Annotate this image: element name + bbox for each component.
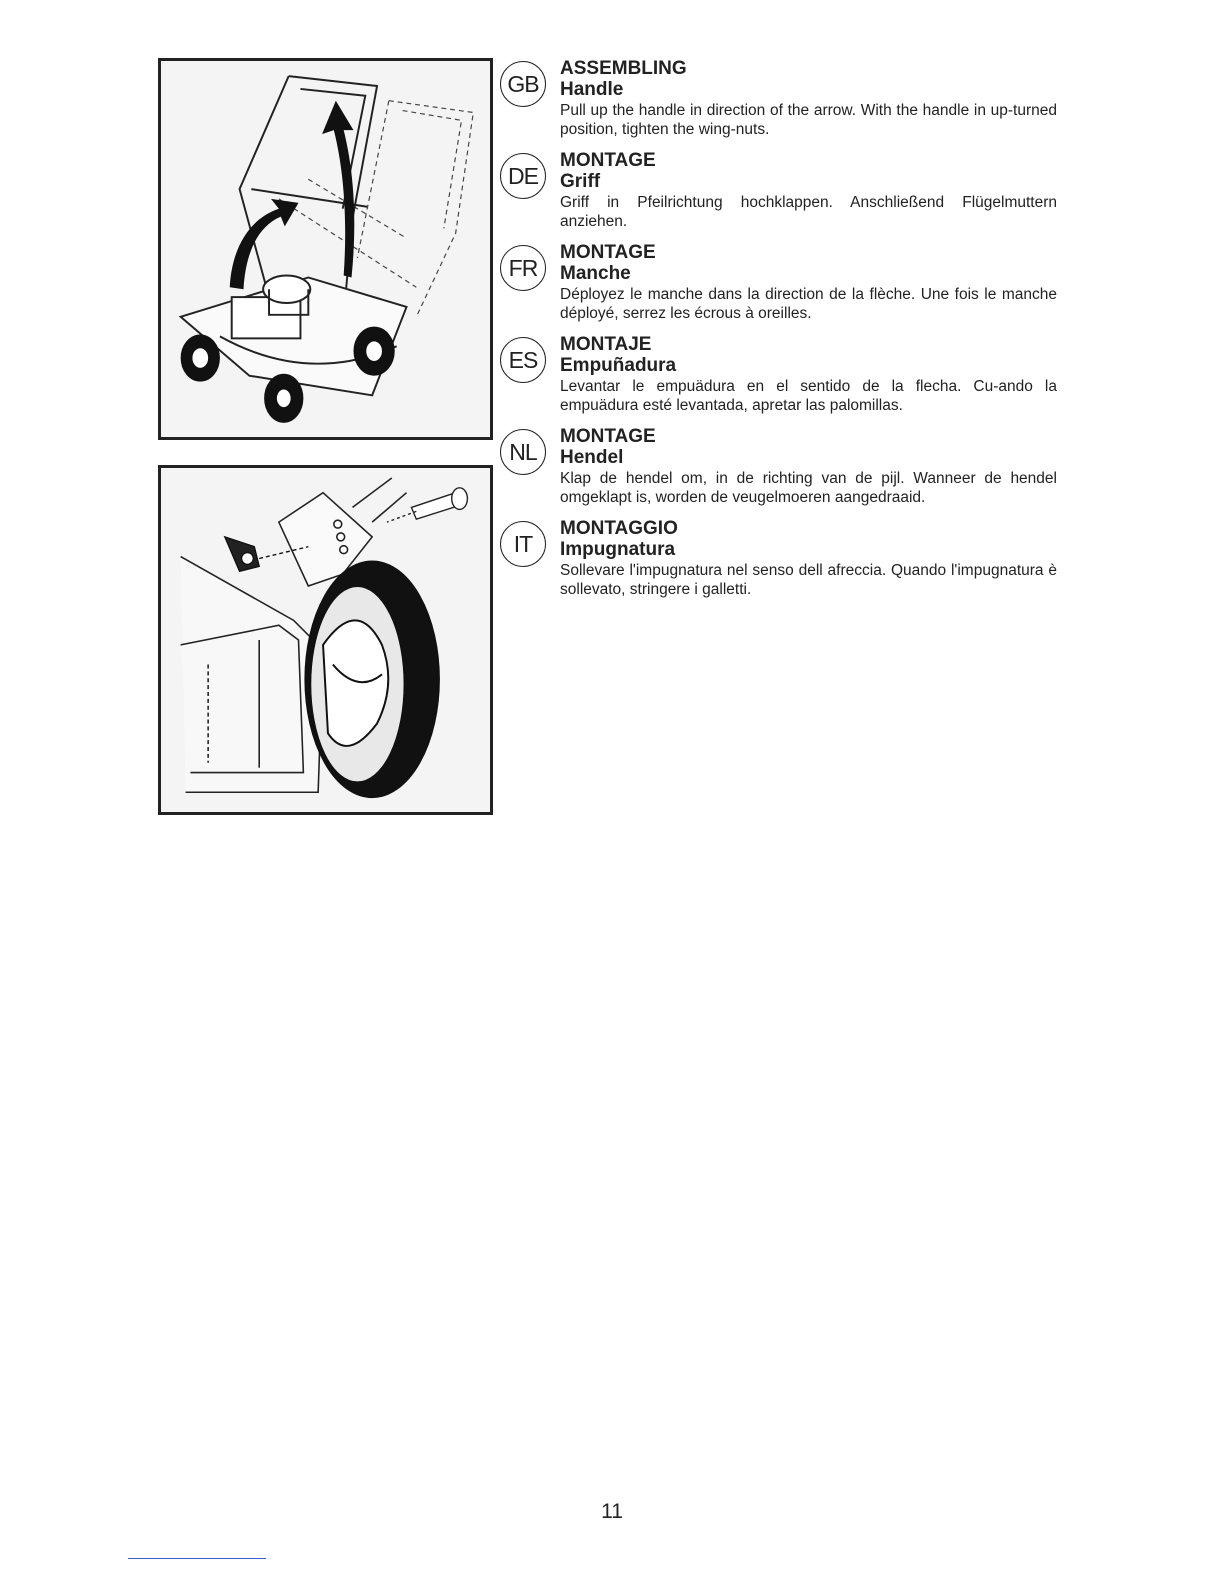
- section-text: Griff in Pfeilrichtung hochklappen. Anschließend Flügelmuttern anziehen.: [560, 194, 1057, 230]
- lawnmower-handle-illustration-icon: [161, 61, 490, 437]
- language-badge-de: DE: [500, 153, 546, 199]
- section-text: Pull up the handle in direction of the arrow. With the handle in up-turned position, tighten the wing-nuts.: [560, 102, 1057, 138]
- section-subtitle: Impugnatura: [560, 539, 676, 560]
- figure-mower-handle: [158, 58, 493, 440]
- section-de: [498, 150, 1068, 231]
- figure-wingnut-detail: [158, 465, 493, 815]
- section-text: Levantar le empuädura en el sentido de la flecha. Cu-ando la empuädura esté levantada, apretar las palomillas.: [560, 378, 1057, 414]
- section-es: [498, 334, 1068, 415]
- instructions-column: [498, 58, 1068, 610]
- section-subtitle: Griff: [560, 171, 601, 192]
- section-title: MONTAJE: [560, 334, 652, 355]
- section-it: [498, 518, 1068, 599]
- section-title: ASSEMBLING: [560, 58, 687, 79]
- section-subtitle: Handle: [560, 79, 624, 100]
- section-title: MONTAGE: [560, 150, 656, 171]
- section-gb: [498, 58, 1068, 139]
- section-subtitle: Hendel: [560, 447, 624, 468]
- section-title: MONTAGE: [560, 426, 656, 447]
- page-number: 11: [601, 1500, 623, 1523]
- language-badge-fr: FR: [500, 245, 546, 291]
- language-badge-es: ES: [500, 337, 546, 383]
- section-text: Déployez le manche dans la direction de la flèche. Une fois le manche déployé, serrez les écrous à oreilles.: [560, 286, 1057, 322]
- language-badge-nl: NL: [500, 429, 546, 475]
- section-subtitle: Empuñadura: [560, 355, 677, 376]
- section-fr: [498, 242, 1068, 323]
- section-text: Sollevare l'impugnatura nel senso dell afreccia. Quando l'impugnatura è sollevato, stringere i galletti.: [560, 562, 1057, 598]
- footer-rule: [128, 1558, 266, 1559]
- section-subtitle: Manche: [560, 263, 631, 284]
- section-nl: [498, 426, 1068, 507]
- language-badge-it: IT: [500, 521, 546, 567]
- section-title: MONTAGGIO: [560, 518, 678, 539]
- section-title: MONTAGE: [560, 242, 656, 263]
- wingnut-bolt-wheel-illustration-icon: [161, 468, 490, 812]
- section-text: Klap de hendel om, in de richting van de pijl. Wanneer de hendel omgeklapt is, worden de veugelmoeren aangedraaid.: [560, 470, 1057, 506]
- language-badge-gb: GB: [500, 61, 546, 107]
